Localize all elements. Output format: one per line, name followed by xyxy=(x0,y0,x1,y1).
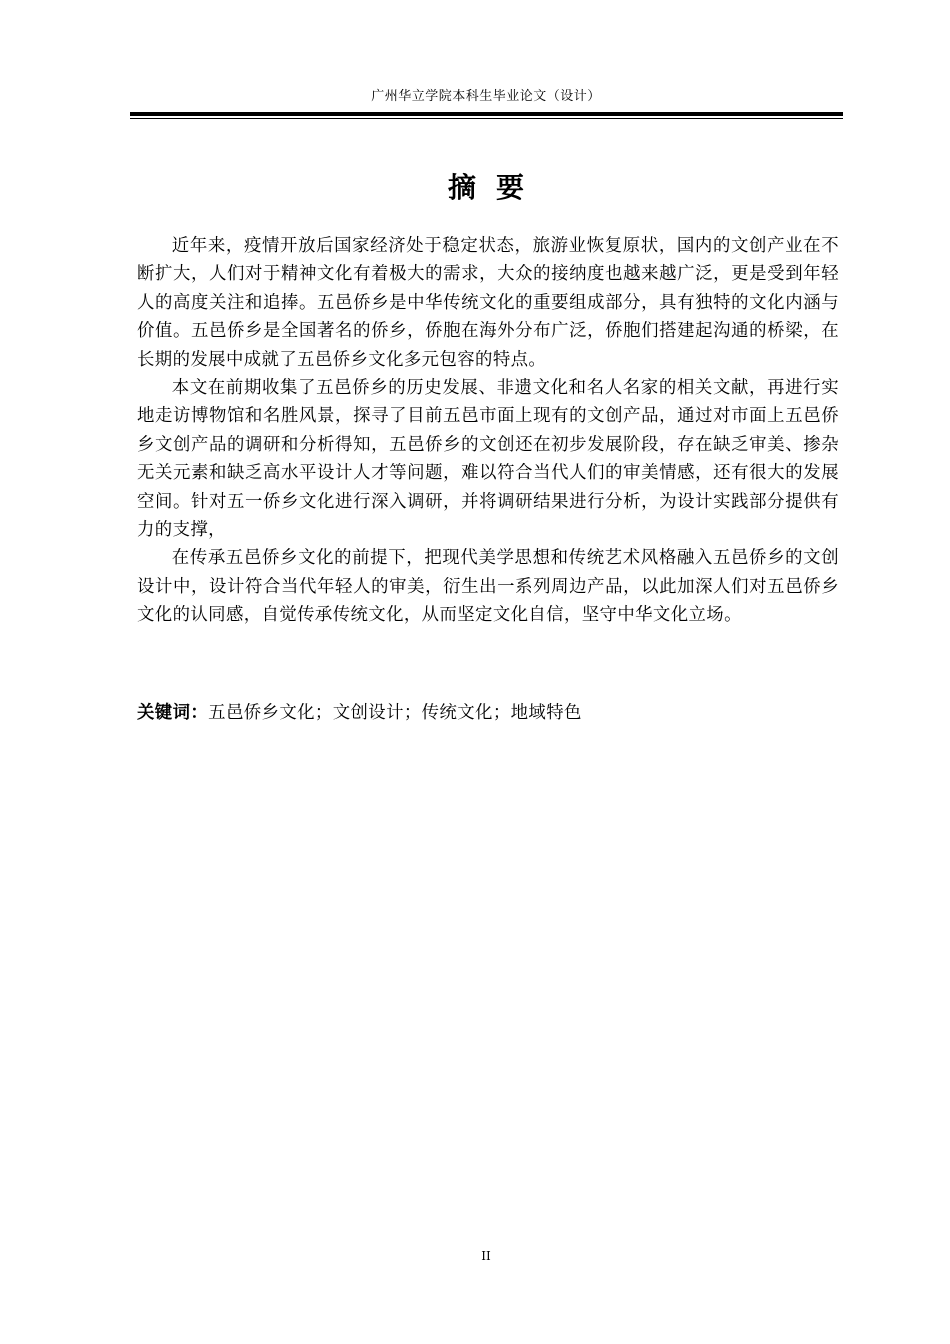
running-header: 广州华立学院本科生毕业论文（设计） xyxy=(371,89,601,104)
header-rule xyxy=(130,112,843,116)
abstract-paragraph-1: 近年来，疫情开放后国家经济处于稳定状态，旅游业恢复原状，国内的文创产业在不断扩大，人们对于精神文化有着极大的需求，大众的接纳度也越来越广泛，更是受到年轻人的高度关注和追捧。五邑侨乡是中华传统文化的重要组成部分，具有独特的文化内涵与价值。五邑侨乡是全国著名的侨乡，侨胞在海外分布广泛，侨胞们搭建起沟通的桥梁，在长期的发展中成就了五邑侨乡文化多元包容的特点。 xyxy=(137,236,839,370)
keywords-label: 关键词： xyxy=(137,703,209,723)
abstract-paragraph-2: 本文在前期收集了五邑侨乡的历史发展、非遗文化和名人名家的相关文献，再进行实地走访博物馆和名胜风景，探寻了目前五邑市面上现有的文创产品，通过对市面上五邑侨乡文创产品的调研和分析得知，五邑侨乡的文创还在初步发展阶段，存在缺乏审美、掺杂无关元素和缺乏高水平设计人才等问题，难以符合当代人们的审美情感，还有很大的发展空间。针对五一侨乡文化进行深入调研，并将调研结果进行分析，为设计实践部分提供有力的支撑， xyxy=(137,378,839,541)
page-title: 摘要 xyxy=(447,171,544,204)
keywords xyxy=(137,699,839,727)
header-rule-thin xyxy=(130,118,843,119)
abstract-paragraph-3: 在传承五邑侨乡文化的前提下，把现代美学思想和传统艺术风格融入五邑侨乡的文创设计中，设计符合当代年轻人的审美，衍生出一系列周边产品，以此加深人们对五邑侨乡文化的认同感，自觉传承传统文化，从而坚定文化自信，坚守中华文化立场。 xyxy=(137,548,839,626)
abstract-body xyxy=(137,232,839,630)
keywords-text: 五邑侨乡文化；文创设计；传统文化；地域特色 xyxy=(208,703,582,723)
page-number: II xyxy=(481,1249,491,1263)
